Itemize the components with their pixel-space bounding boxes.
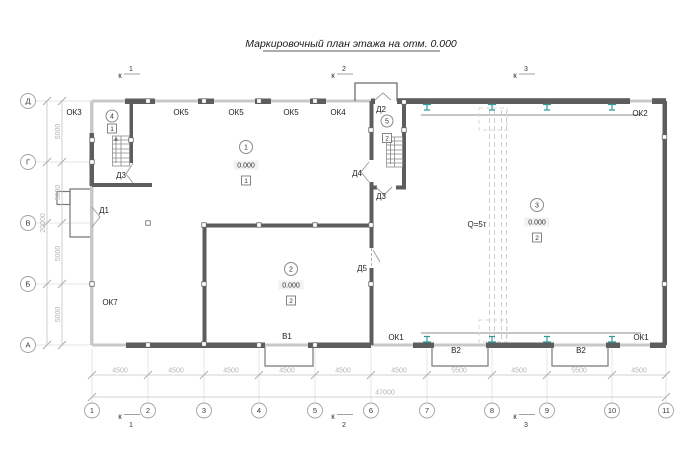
interior-walls <box>92 101 406 345</box>
left-porch <box>70 189 90 237</box>
room-number: 5 <box>385 118 389 126</box>
dimension-value: 5000 <box>55 184 62 201</box>
door-label: Д2 <box>376 105 386 114</box>
dimension-value: 4500 <box>112 367 128 375</box>
room-number: 2 <box>289 266 293 274</box>
dimension-value: 4500 <box>335 367 351 375</box>
entrance-apron-v1 <box>265 347 313 366</box>
dimension-value: 5000 <box>55 306 62 323</box>
section-mark-number: 2 <box>342 422 346 429</box>
section-mark-number: 3 <box>524 422 528 429</box>
floor-type-value: 2 <box>385 135 389 143</box>
section-mark-letter: к <box>118 71 122 80</box>
floor-type-value: 1 <box>244 177 248 185</box>
section-mark-letter: к <box>118 412 122 421</box>
dimension-value: 4500 <box>168 367 184 375</box>
column-axis-label: 8 <box>489 406 495 415</box>
door-swing-d4 <box>361 162 369 182</box>
dimension-value: 4500 <box>511 367 527 375</box>
dimension-value: 4500 <box>223 367 239 375</box>
row-axis-label: Д <box>25 96 31 106</box>
window-label: ОК5 <box>173 108 189 117</box>
column-axis-label: 11 <box>662 406 670 415</box>
room-number: 3 <box>535 202 539 210</box>
elevation-value: 0.000 <box>528 219 546 227</box>
dimension-value: 4500 <box>631 367 647 375</box>
exterior-walls <box>90 98 668 348</box>
door-swing-d2 <box>375 93 391 100</box>
window-label: ОК5 <box>283 108 299 117</box>
window-label: ОК1 <box>633 333 649 342</box>
dimension-total: 20000 <box>40 213 47 233</box>
row-axis-label: В <box>25 218 31 228</box>
gate-label: В2 <box>451 346 461 355</box>
door-label: Д5 <box>357 264 367 273</box>
row-axis-label: А <box>25 340 31 350</box>
window-label: ОК3 <box>66 108 82 117</box>
column-axis-label: 3 <box>201 406 207 415</box>
crane-rail-dashed-lines <box>490 110 507 340</box>
window-label: ОК4 <box>330 108 346 117</box>
opening-labels <box>66 105 649 355</box>
dimension-total: 47000 <box>375 389 395 397</box>
crane-bridge-top <box>479 108 507 130</box>
elevation-value: 0.000 <box>282 282 300 290</box>
room-number: 1 <box>244 144 248 152</box>
door-label: Д1 <box>99 206 109 215</box>
dimension-value: 4500 <box>279 367 295 375</box>
section-mark-letter: к <box>331 412 335 421</box>
floor-type-value: 2 <box>289 297 293 305</box>
dimension-value: 5500 <box>571 367 587 375</box>
dimension-value: 5000 <box>55 245 62 262</box>
section-mark-number: 1 <box>129 66 133 73</box>
section-mark-letter: к <box>331 71 335 80</box>
door-label: Д3 <box>376 192 386 201</box>
dimension-value: 5500 <box>451 367 467 375</box>
gate-label: В1 <box>282 332 292 341</box>
window-label: ОК1 <box>388 333 404 342</box>
section-mark-number: 1 <box>129 422 133 429</box>
section-marks-top <box>118 66 535 80</box>
door-label: Д4 <box>352 169 362 178</box>
plan-title: Маркировочный план этажа на отм. 0.000 <box>245 38 457 50</box>
top-vestibule <box>355 83 397 101</box>
column-axis-label: 7 <box>424 406 430 415</box>
floor-type-value: 1 <box>110 125 114 133</box>
column-bubbles <box>85 403 674 418</box>
row-axis-label: Г <box>25 157 31 167</box>
window-label: ОК5 <box>228 108 244 117</box>
gate-label: В2 <box>576 346 586 355</box>
elevation-value: 0.000 <box>237 162 255 170</box>
crane-bridge-bottom <box>479 320 507 342</box>
dimension-value: 5000 <box>55 123 62 140</box>
section-marks-bottom <box>118 412 535 429</box>
room-marks <box>106 110 550 305</box>
door-label: Д3 <box>116 171 126 180</box>
row-axis-label: Б <box>25 279 31 289</box>
column-axis-label: 10 <box>607 406 617 415</box>
section-mark-letter: к <box>513 412 517 421</box>
room-number: 4 <box>110 113 114 121</box>
stairs-left <box>113 136 130 166</box>
floor-type-value: 2 <box>535 234 539 242</box>
section-mark-number: 2 <box>342 66 346 73</box>
crane-capacity-label: Q=5т <box>467 220 487 229</box>
column-axis-label: 2 <box>145 406 151 415</box>
window-label: ОК7 <box>102 298 118 307</box>
column-axis-label: 6 <box>368 406 374 415</box>
row-bubbles <box>21 94 36 353</box>
grid-column-squares <box>90 99 667 348</box>
column-axis-label: 4 <box>256 406 262 415</box>
window-label: ОК2 <box>632 109 648 118</box>
section-mark-letter: к <box>513 71 517 80</box>
column-axis-label: 9 <box>544 406 550 415</box>
dimensions-bottom <box>88 368 670 402</box>
door-swing-d5 <box>373 250 380 262</box>
section-mark-number: 3 <box>524 66 528 73</box>
crane-column-markers <box>423 105 616 343</box>
column-axis-label: 5 <box>312 406 318 415</box>
dimension-value: 4500 <box>391 367 407 375</box>
dimension-ticks <box>88 371 670 401</box>
column-axis-label: 1 <box>89 406 95 415</box>
